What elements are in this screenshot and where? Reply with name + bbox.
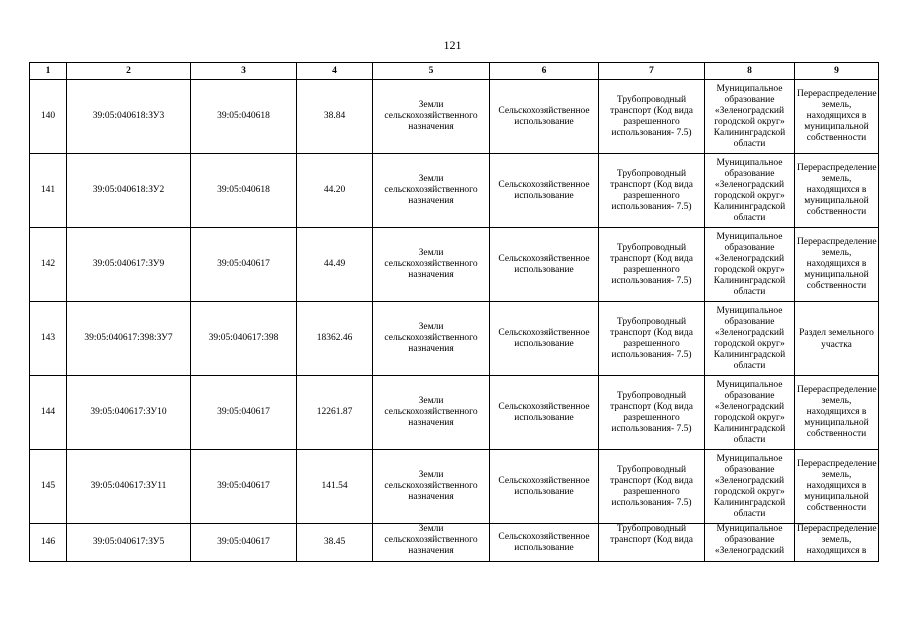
plot-designation: 39:05:040618:ЗУ2 <box>67 154 191 228</box>
plot-area: 12261.87 <box>297 376 373 450</box>
owner: Муниципальное образование «Зеленоградский городской округ» Калининградской области <box>705 302 795 376</box>
permitted-use: Трубопроводный транспорт (Код вида разрешенного использования- 7.5) <box>599 450 705 524</box>
plot-area: 18362.46 <box>297 302 373 376</box>
formation-method: Перераспределение земель, находящихся в муниципальной собственности <box>795 80 879 154</box>
owner: Муниципальное образование «Зеленоградский городской округ» Калининградской области <box>705 450 795 524</box>
land-category: Земли сельскохозяйственного назначения <box>373 80 490 154</box>
formation-method: Перераспределение земель, находящихся в муниципальной собственности <box>795 450 879 524</box>
formation-method: Перераспределение земель, находящихся в <box>795 524 879 562</box>
permitted-use: Трубопроводный транспорт (Код вида разрешенного использования- 7.5) <box>599 80 705 154</box>
plot-area: 38.45 <box>297 524 373 562</box>
land-category: Земли сельскохозяйственного назначения <box>373 228 490 302</box>
column-header: 9 <box>795 63 879 80</box>
row-number: 146 <box>30 524 67 562</box>
cadastral-quarter: 39:05:040617 <box>191 524 297 562</box>
table-row <box>30 450 879 524</box>
table-row <box>30 524 879 562</box>
row-number: 144 <box>30 376 67 450</box>
permitted-use: Трубопроводный транспорт (Код вида <box>599 524 705 562</box>
permitted-use: Трубопроводный транспорт (Код вида разрешенного использования- 7.5) <box>599 302 705 376</box>
plot-designation: 39:05:040618:ЗУ3 <box>67 80 191 154</box>
cadastral-quarter: 39:05:040618 <box>191 154 297 228</box>
row-number: 143 <box>30 302 67 376</box>
plot-area: 44.49 <box>297 228 373 302</box>
permitted-use: Трубопроводный транспорт (Код вида разрешенного использования- 7.5) <box>599 228 705 302</box>
row-number: 141 <box>30 154 67 228</box>
formation-method: Перераспределение земель, находящихся в муниципальной собственности <box>795 376 879 450</box>
column-header: 7 <box>599 63 705 80</box>
column-header: 3 <box>191 63 297 80</box>
current-use: Сельскохозяйственное использование <box>490 302 599 376</box>
cadastral-quarter: 39:05:040617:398 <box>191 302 297 376</box>
row-number: 145 <box>30 450 67 524</box>
plot-designation: 39:05:040617:ЗУ11 <box>67 450 191 524</box>
formation-method: Раздел земельного участка <box>795 302 879 376</box>
column-header: 4 <box>297 63 373 80</box>
row-number: 140 <box>30 80 67 154</box>
table-row <box>30 376 879 450</box>
cadastral-quarter: 39:05:040618 <box>191 80 297 154</box>
permitted-use: Трубопроводный транспорт (Код вида разрешенного использования- 7.5) <box>599 376 705 450</box>
column-header: 5 <box>373 63 490 80</box>
land-plots-table <box>29 62 879 562</box>
owner: Муниципальное образование «Зеленоградский городской округ» Калининградской области <box>705 154 795 228</box>
column-header: 6 <box>490 63 599 80</box>
plot-designation: 39:05:040617:ЗУ5 <box>67 524 191 562</box>
current-use: Сельскохозяйственное использование <box>490 376 599 450</box>
cadastral-quarter: 39:05:040617 <box>191 228 297 302</box>
cadastral-quarter: 39:05:040617 <box>191 450 297 524</box>
owner: Муниципальное образование «Зеленоградский <box>705 524 795 562</box>
table-row <box>30 80 879 154</box>
row-number: 142 <box>30 228 67 302</box>
land-category: Земли сельскохозяйственного назначения <box>373 154 490 228</box>
cadastral-quarter: 39:05:040617 <box>191 376 297 450</box>
header-row <box>30 63 879 80</box>
formation-method: Перераспределение земель, находящихся в муниципальной собственности <box>795 154 879 228</box>
column-header: 2 <box>67 63 191 80</box>
plot-designation: 39:05:040617:ЗУ9 <box>67 228 191 302</box>
current-use: Сельскохозяйственное использование <box>490 450 599 524</box>
plot-area: 141.54 <box>297 450 373 524</box>
land-category: Земли сельскохозяйственного назначения <box>373 376 490 450</box>
table-row <box>30 302 879 376</box>
page-number: 121 <box>443 38 462 52</box>
plot-area: 38.84 <box>297 80 373 154</box>
land-category: Земли сельскохозяйственного назначения <box>373 302 490 376</box>
formation-method: Перераспределение земель, находящихся в муниципальной собственности <box>795 228 879 302</box>
current-use: Сельскохозяйственное использование <box>490 154 599 228</box>
owner: Муниципальное образование «Зеленоградский городской округ» Калининградской области <box>705 376 795 450</box>
table-row <box>30 154 879 228</box>
current-use: Сельскохозяйственное использование <box>490 80 599 154</box>
owner: Муниципальное образование «Зеленоградский городской округ» Калининградской области <box>705 228 795 302</box>
permitted-use: Трубопроводный транспорт (Код вида разрешенного использования- 7.5) <box>599 154 705 228</box>
table-row <box>30 228 879 302</box>
plot-designation: 39:05:040617:ЗУ10 <box>67 376 191 450</box>
land-category: Земли сельскохозяйственного назначения <box>373 450 490 524</box>
current-use: Сельскохозяйственное использование <box>490 228 599 302</box>
plot-area: 44.20 <box>297 154 373 228</box>
land-category: Земли сельскохозяйственного назначения <box>373 524 490 562</box>
column-header: 1 <box>30 63 67 80</box>
plot-designation: 39:05:040617:398:ЗУ7 <box>67 302 191 376</box>
column-header: 8 <box>705 63 795 80</box>
current-use: Сельскохозяйственное использование <box>490 524 599 562</box>
owner: Муниципальное образование «Зеленоградский городской округ» Калининградской области <box>705 80 795 154</box>
